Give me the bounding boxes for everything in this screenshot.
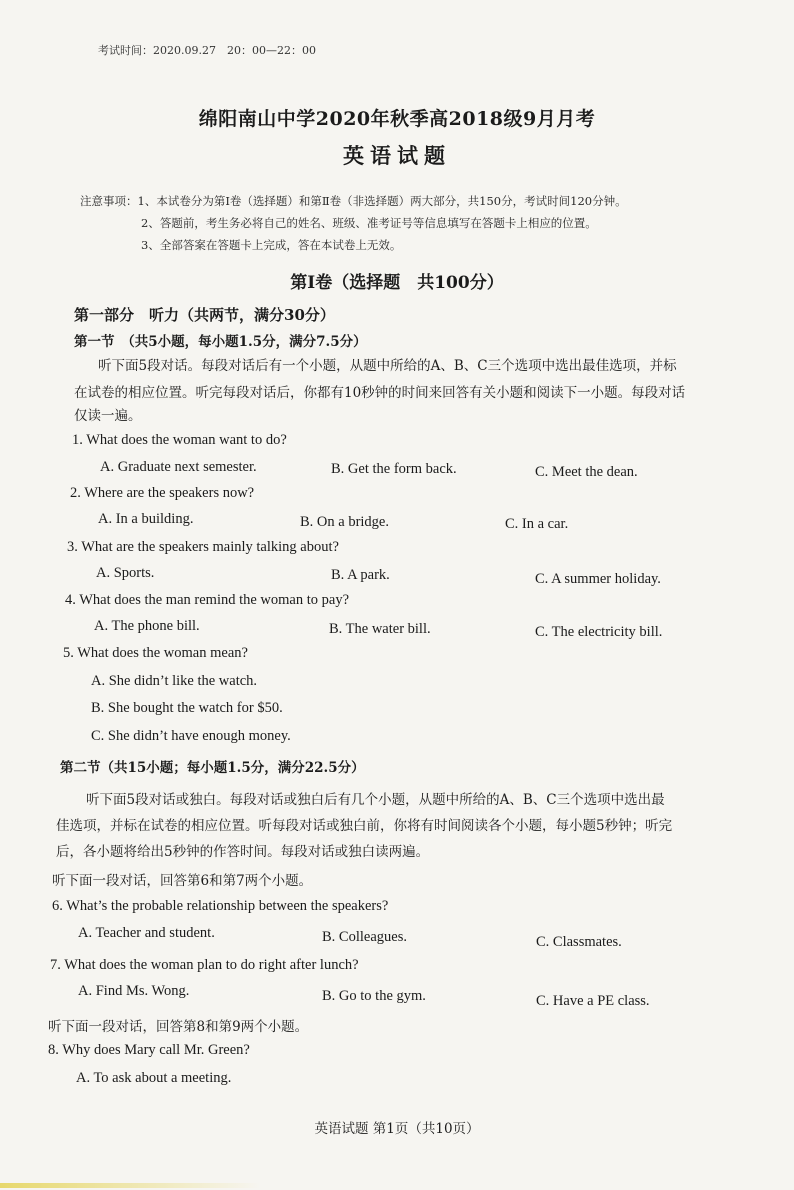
section-title: 第一节 （共5小题，每小题1.5分，满分7.5分） — [74, 334, 367, 350]
option: B. The water bill. — [329, 621, 431, 637]
question-stem: 3. What are the speakers mainly talking about? — [67, 539, 339, 555]
notes-row-1 — [80, 190, 627, 212]
dialogue-note: 听下面一段对话，回答第6和第7两个小题。 — [52, 873, 313, 889]
instruction-line: 在试卷的相应位置。听完每段对话后，你都有10秒钟的时间来回答有关小题和阅读下一小题。每段对话 — [74, 385, 686, 401]
option: C. In a car. — [505, 516, 569, 532]
scan-edge — [0, 1183, 260, 1188]
exam-title: 绵阳南山中学2020年秋季高2018级9月月考 — [198, 108, 596, 130]
notes-label: 注意事项： — [80, 194, 138, 208]
option: B. On a bridge. — [300, 514, 389, 530]
instruction-line: 仅读一遍。 — [74, 408, 142, 424]
option: B. She bought the watch for $50. — [91, 700, 283, 716]
option: A. Teacher and student. — [78, 925, 215, 941]
question-stem: 2. Where are the speakers now? — [70, 485, 255, 501]
instruction-line: 后，各小题将给出5秒钟的作答时间。每段对话或独白读两遍。 — [56, 844, 430, 860]
notes-row-3 — [80, 234, 627, 256]
option: A. Find Ms. Wong. — [78, 983, 190, 999]
page-footer: 英语试题 第1页（共10页） — [314, 1121, 480, 1137]
option: C. Have a PE class. — [536, 993, 650, 1009]
question-stem: 4. What does the man remind the woman to pay? — [65, 592, 350, 608]
option: C. Classmates. — [536, 934, 622, 950]
option: A. To ask about a meeting. — [76, 1070, 232, 1086]
question-stem: 6. What’s the probable relationship between the speakers? — [52, 898, 389, 914]
section-title: 第二节（共15小题；每小题1.5分，满分22.5分） — [60, 760, 365, 776]
option: A. The phone bill. — [94, 618, 200, 634]
question-stem: 1. What does the woman want to do? — [72, 432, 287, 448]
notes-item: 2、答题前，考生务必将自己的姓名、班级、准考证号等信息填写在答题卡上相应的位置。 — [141, 216, 597, 230]
exam-time: 考试时间：2020.09.27 20：00—22：00 — [98, 44, 316, 57]
option: A. In a building. — [98, 511, 194, 527]
notes-row-2 — [80, 212, 627, 234]
notes-item: 3、全部答案在答题卡上完成，答在本试卷上无效。 — [141, 238, 402, 252]
part-title: 第一部分 听力（共两节，满分30分） — [74, 306, 335, 324]
option: A. She didn’t like the watch. — [91, 673, 258, 689]
option: B. Go to the gym. — [322, 988, 426, 1004]
instruction-line: 佳选项，并标在试卷的相应位置。听每段对话或独白前，你将有时间阅读各个小题，每小题5秒钟；听完 — [56, 818, 673, 834]
option: A. Sports. — [96, 565, 155, 581]
exam-subtitle: 英语试题 — [343, 143, 451, 168]
question-stem: 8. Why does Mary call Mr. Green? — [48, 1042, 250, 1058]
instruction-line: 听下面5段对话或独白。每段对话或独白后有几个小题，从题中所给的A、B、C三个选项中选出最 — [86, 792, 665, 808]
option: C. Meet the dean. — [535, 464, 638, 480]
instruction-line: 听下面5段对话。每段对话后有一个小题，从题中所给的A、B、C三个选项中选出最佳选项，并标 — [98, 358, 677, 374]
volume-title: 第Ⅰ卷（选择题 共100分） — [290, 273, 504, 293]
option: B. A park. — [331, 567, 390, 583]
notes-block — [80, 190, 627, 256]
notes-item: 1、本试卷分为第Ⅰ卷（选择题）和第Ⅱ卷（非选择题）两大部分，共150分，考试时间120分钟。 — [137, 194, 627, 208]
dialogue-note: 听下面一段对话，回答第8和第9两个小题。 — [48, 1019, 309, 1035]
question-stem: 7. What does the woman plan to do right after lunch? — [50, 957, 359, 973]
option: C. She didn’t have enough money. — [91, 728, 291, 744]
option: A. Graduate next semester. — [100, 459, 257, 475]
option: C. A summer holiday. — [535, 571, 661, 587]
option: C. The electricity bill. — [535, 624, 663, 640]
question-stem: 5. What does the woman mean? — [63, 645, 248, 661]
option: B. Colleagues. — [322, 929, 407, 945]
option: B. Get the form back. — [331, 461, 457, 477]
